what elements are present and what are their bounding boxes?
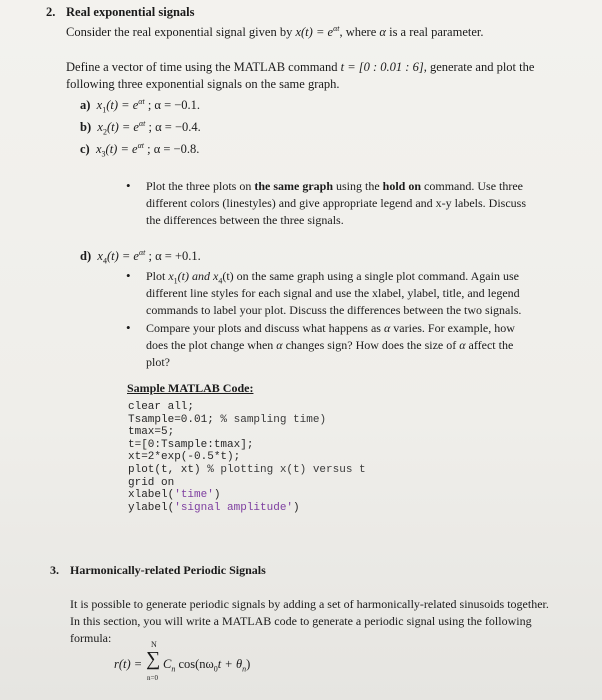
formula-sum-top: N bbox=[151, 640, 157, 649]
section-2-title: Real exponential signals bbox=[66, 5, 195, 19]
formula-sum-sign: ∑ bbox=[146, 648, 161, 670]
bullet-2-line-2: different line styles for each signal and use the xlabel, ylabel, title, and legend bbox=[146, 286, 520, 300]
define-line-1: Define a vector of time using the MATLAB command t = [0 : 0.01 : 6], generate and plot the bbox=[66, 60, 535, 74]
bullet-1-line-3: the differences between the three signals. bbox=[146, 213, 344, 227]
section-3-line-3: formula: bbox=[70, 631, 112, 645]
bullet-2-line-3: commands to label your plot. Discuss the differences between the two signals. bbox=[146, 303, 522, 317]
bullet-dot-1: • bbox=[126, 178, 131, 193]
code-line-2: Tsample=0.01; % sampling time) bbox=[128, 413, 327, 426]
section-3-line-1: It is possible to generate periodic signals by adding a set of harmonically-related sinusoids together. bbox=[70, 597, 549, 611]
bullet-1-line-2: different colors (linestyles) and give appropriate legend and x-y labels. Discuss bbox=[146, 196, 526, 210]
code-line-9: ylabel('signal amplitude') bbox=[128, 501, 300, 514]
code-title: Sample MATLAB Code: bbox=[127, 381, 254, 395]
item-c: c) $x_3(t) = e^{\alpha t}$ ; α = −0.8. bbox=[80, 141, 200, 159]
item-b: b) $x_2(t) = e^{\alpha t}$ ; α = −0.4. bbox=[80, 119, 201, 137]
item-a: a) $x_1(t) = e^{\alpha t}$ ; α = −0.1. bbox=[80, 97, 201, 115]
section-2-number: 2. bbox=[46, 5, 56, 19]
code-block bbox=[128, 401, 366, 514]
define-line-2: following three exponential signals on the same graph. bbox=[66, 77, 340, 91]
bullet-dot-2: • bbox=[126, 268, 131, 283]
section-3-title: Harmonically-related Periodic Signals bbox=[70, 563, 266, 577]
bullet-2-line-1: Plot $x_1(t)$ and $x_4(t)$ on the same graph using a single plot command. Again use bbox=[146, 269, 519, 286]
bullet-3-line-3: plot? bbox=[146, 355, 170, 369]
formula-sum-bottom: n=0 bbox=[147, 674, 158, 682]
code-line-5: xt=2*exp(-0.5*t); bbox=[128, 451, 241, 464]
code-line-3: tmax=5; bbox=[128, 426, 175, 439]
bullet-3-line-2: does the plot change when α changes sign? How does the size of α affect the bbox=[146, 338, 514, 352]
bullet-1-line-1: Plot the three plots on the same graph using the hold on command. Use three bbox=[146, 179, 523, 193]
formula-lhs: r(t) = bbox=[114, 657, 143, 671]
section-3-number: 3. bbox=[50, 563, 59, 577]
formula-body: $C_n$ $\cos(n\omega_0t + \theta_n)$ bbox=[163, 657, 251, 674]
section-2-intro: Consider the real exponential signal given by $x(t) = e^{\alpha t}$, where α is a real parameter. bbox=[66, 24, 484, 40]
code-line-4: t=[0:Tsample:tmax]; bbox=[128, 438, 254, 451]
bullet-3-line-1: Compare your plots and discuss what happens as α varies. For example, how bbox=[146, 321, 515, 335]
code-line-1: clear all; bbox=[128, 401, 195, 413]
code-line-7: grid on bbox=[128, 476, 175, 489]
item-d: d) $x_4(t) = e^{\alpha t}$ ; α = +0.1. bbox=[80, 248, 201, 266]
section-3-line-2: In this section, you will write a MATLAB code to generate a periodic signal using the following bbox=[70, 614, 532, 628]
code-line-8: xlabel('time') bbox=[128, 489, 221, 502]
code-line-6: plot(t, xt) % plotting x(t) versus t bbox=[128, 463, 366, 476]
bullet-dot-3: • bbox=[126, 320, 131, 335]
